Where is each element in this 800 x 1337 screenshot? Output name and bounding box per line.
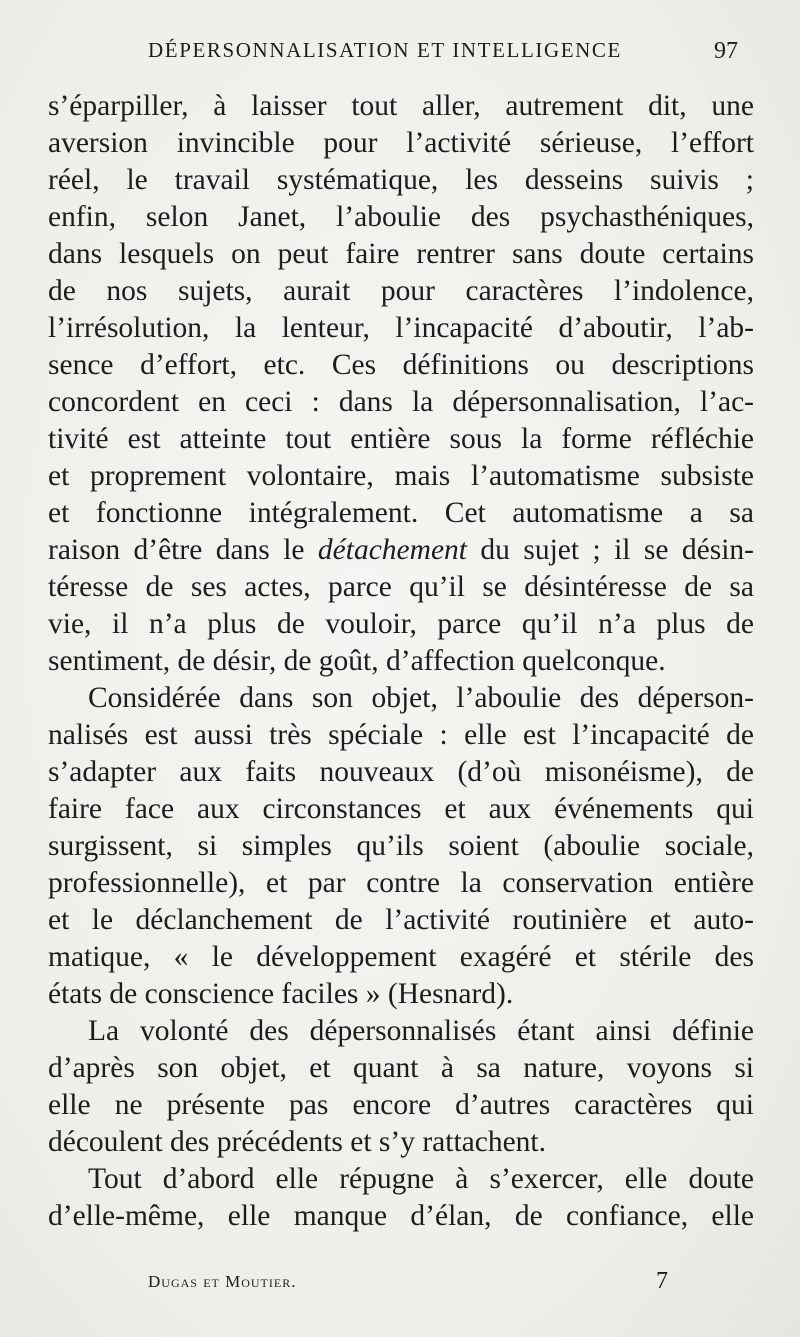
text-segment: du sujet ; il se désin- — [467, 534, 754, 566]
page-number: 97 — [714, 38, 738, 64]
text-line: dans lesquels on peut faire rentrer sans doute certains — [48, 238, 754, 270]
text-line: l’irrésolution, la lenteur, l’incapacité d’aboutir, l’ab- — [48, 312, 754, 344]
running-head-title: DÉPERSONNALISATION ET INTELLIGENCE — [148, 38, 622, 62]
text-line: découlent des précédents et s’y rattachent. — [48, 1126, 546, 1158]
text-line: nalisés est aussi très spéciale : elle est l’incapacité de — [48, 719, 754, 751]
printer-signature: Dugas et Moutier. — [148, 1272, 297, 1291]
text-line: de nos sujets, aurait pour caractères l’indolence, — [48, 275, 754, 307]
text-line: réel, le travail systématique, les desseins suivis ; — [48, 164, 754, 196]
text-line: téresse de ses actes, parce qu’il se désintéresse de sa — [48, 571, 754, 603]
text-line: La volonté des dépersonnalisés étant ainsi définie — [88, 1015, 754, 1047]
text-line: sence d’effort, etc. Ces définitions ou descriptions — [48, 349, 754, 381]
text-line: états de conscience faciles » (Hesnard). — [48, 978, 514, 1010]
text-line: elle ne présente pas encore d’autres caractères qui — [48, 1089, 754, 1121]
text-line: Tout d’abord elle répugne à s’exercer, elle doute — [88, 1163, 754, 1195]
text-line: sentiment, de désir, de goût, d’affection quelconque. — [48, 645, 666, 677]
running-head — [148, 38, 746, 74]
text-line: concordent en ceci : dans la dépersonnalisation, l’ac- — [48, 386, 754, 418]
text-line: et proprement volontaire, mais l’automatisme subsiste — [48, 460, 754, 492]
text-line: professionnelle), et par contre la conservation entière — [48, 867, 754, 899]
text-line: faire face aux circonstances et aux événements qui — [48, 793, 754, 825]
text-line: tivité est atteinte tout entière sous la forme réfléchie — [48, 423, 754, 455]
body-text — [48, 88, 754, 1235]
text-line — [48, 532, 754, 569]
text-line: s’éparpiller, à laisser tout aller, autrement dit, une — [48, 90, 754, 122]
text-line: enfin, selon Janet, l’aboulie des psychasthéniques, — [48, 201, 754, 233]
text-line: et fonctionne intégralement. Cet automatisme a sa — [48, 497, 754, 529]
page-footer — [148, 1268, 678, 1302]
text-line: d’elle-même, elle manque d’élan, de confiance, elle — [48, 1200, 754, 1232]
text-line: vie, il n’a plus de vouloir, parce qu’il n’a plus de — [48, 608, 754, 640]
text-line: Considérée dans son objet, l’aboulie des déperson- — [88, 682, 754, 714]
text-line: et le déclanchement de l’activité routinière et auto- — [48, 904, 754, 936]
emphasized-word: détachement — [317, 534, 467, 566]
text-line: s’adapter aux faits nouveaux (d’où misonéisme), de — [48, 756, 754, 788]
text-line: d’après son objet, et quant à sa nature, voyons si — [48, 1052, 754, 1084]
signature-sheet-number: 7 — [656, 1268, 668, 1294]
text-line: surgissent, si simples qu’ils soient (aboulie sociale, — [48, 830, 754, 862]
text-line: matique, « le développement exagéré et stérile des — [48, 941, 754, 973]
text-segment: raison d’être dans le — [48, 534, 318, 566]
text-line: aversion invincible pour l’activité sérieuse, l’effort — [48, 127, 754, 159]
